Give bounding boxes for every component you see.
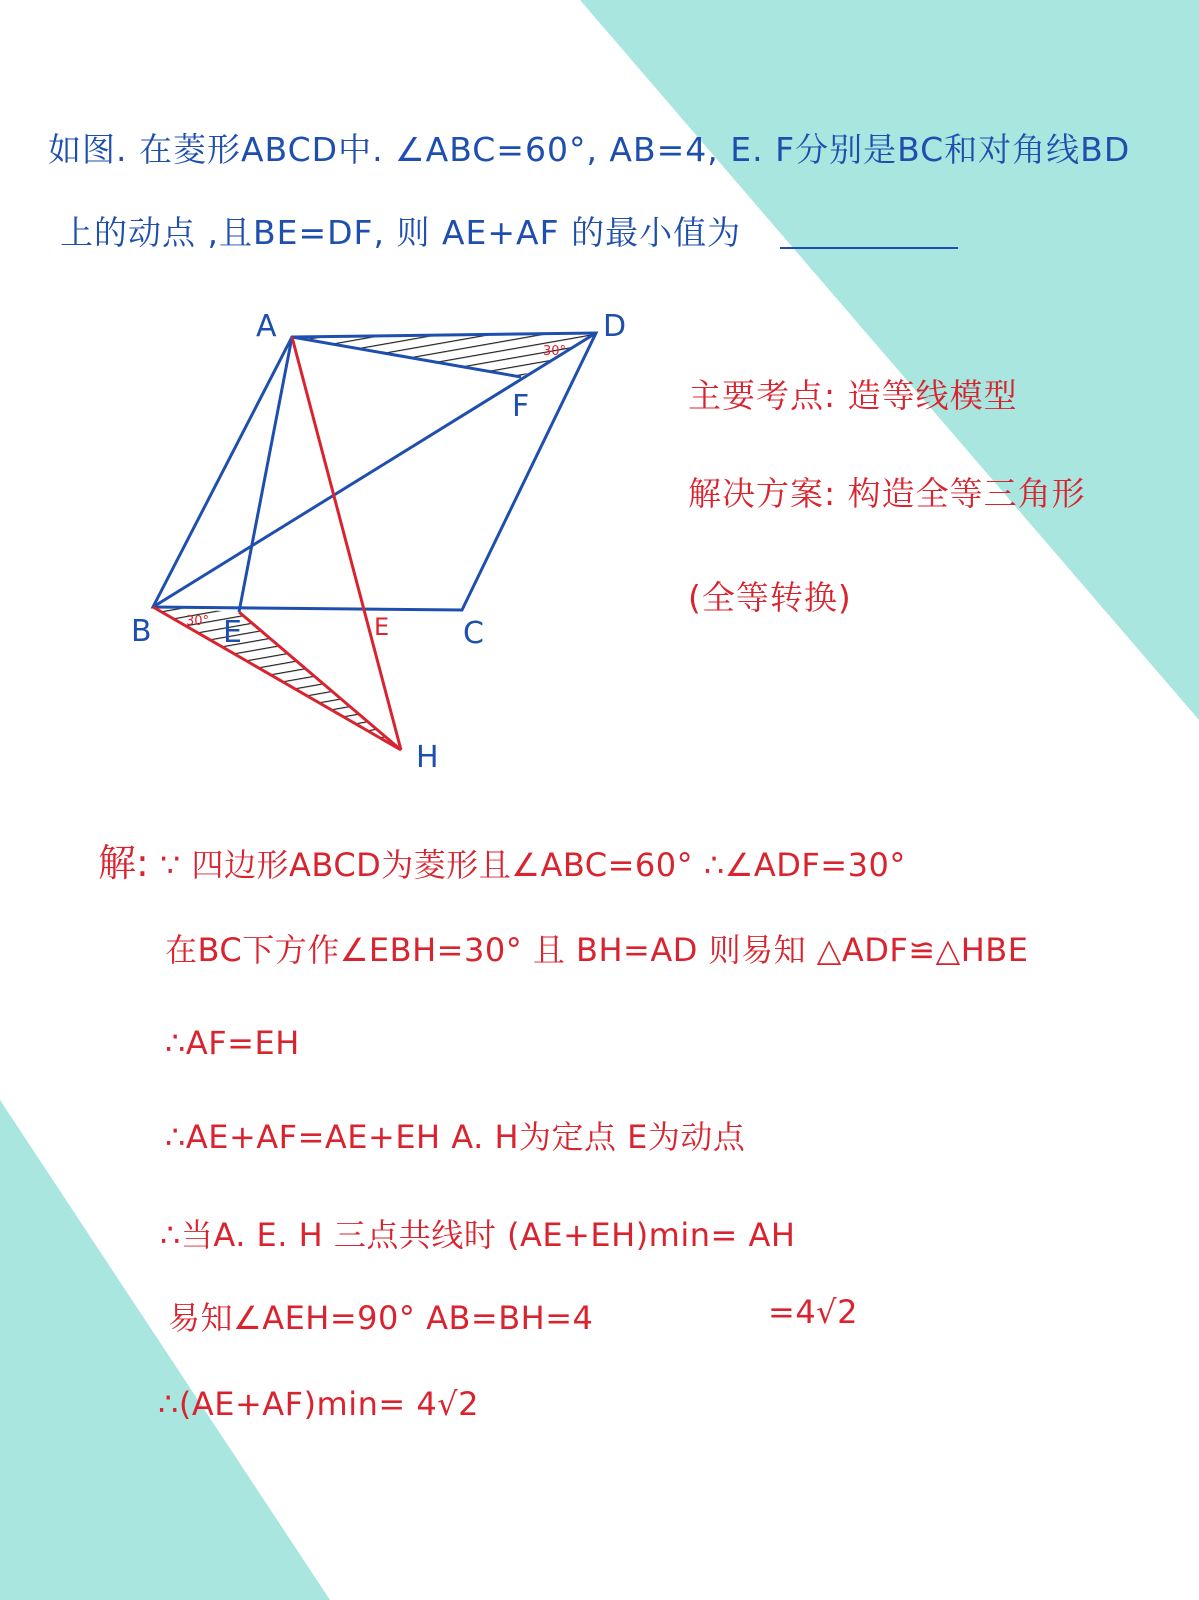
problem-line-1: 如图. 在菱形ABCD中. ∠ABC=60°, AB=4, E. F分别是BC和对角线BD (48, 130, 1131, 169)
note-key-point: 主要考点: 造等线模型 (688, 376, 1018, 415)
solution-line-5: ∴当A. E. H 三点共线时 (AE+EH)min= AH (160, 1216, 796, 1254)
angle-mark-d: 30° (543, 344, 567, 359)
segment-ae (239, 337, 292, 612)
solution-line-7: ∴(AE+AF)min= 4√2 (158, 1385, 479, 1423)
label-e-2: E (374, 613, 390, 641)
solution-head: 解: (98, 841, 149, 885)
label-c: C (463, 616, 484, 651)
label-f: F (512, 389, 530, 424)
note-transform: (全等转换) (688, 578, 852, 617)
solution-line-3: ∴AF=EH (165, 1024, 300, 1062)
solution-line-4: ∴AE+AF=AE+EH A. H为定点 E为动点 (165, 1118, 746, 1156)
label-h: H (416, 740, 439, 775)
label-b: B (131, 614, 152, 649)
label-d: D (603, 309, 627, 344)
solution-line-6-result: =4√2 (768, 1293, 858, 1331)
note-solution-plan: 解决方案: 构造全等三角形 (688, 474, 1086, 513)
angle-mark-b: 30° (186, 614, 210, 629)
solution-line-2: 在BC下方作∠EBH=30° 且 BH=AD 则易知 △ADF≌△HBE (165, 931, 1029, 969)
solution-line-1: ∵ 四边形ABCD为菱形且∠ABC=60° ∴∠ADF=30° (160, 846, 906, 884)
label-e: E (223, 615, 242, 650)
solution-line-6: 易知∠AEH=90° AB=BH=4 (168, 1299, 594, 1337)
label-a: A (256, 309, 277, 344)
problem-line-2: 上的动点 ,且BE=DF, 则 AE+AF 的最小值为 (60, 213, 742, 252)
